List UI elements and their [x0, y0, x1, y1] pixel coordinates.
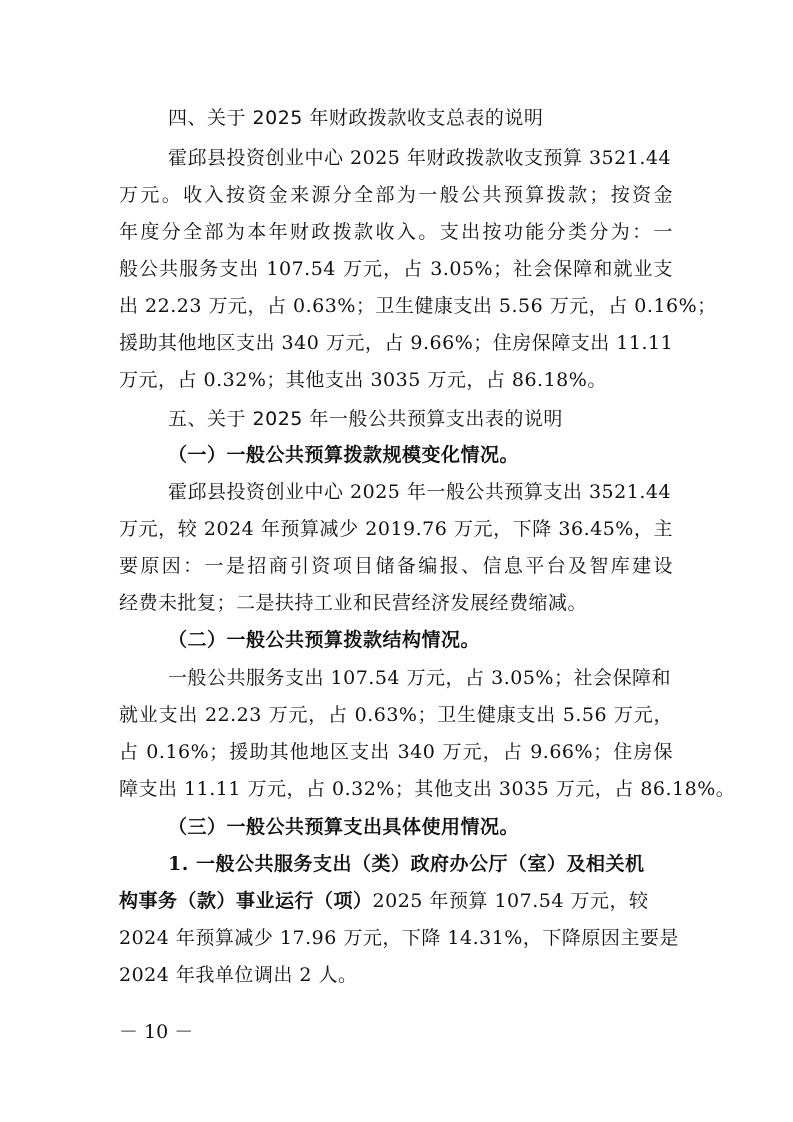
section-5-heading: 五、关于 2025 年一般公共预算支出表的说明 — [168, 408, 563, 430]
section-4-line-6: 援助其他地区支出 340 万元，占 9.66%；住房保障支出 11.11 — [119, 332, 674, 354]
section-4-line-3: 年度分全部为本年财政拨款收入。支出按功能分类分为：一 — [119, 221, 673, 243]
section-5-sub-1-line-3: 要原因：一是招商引资项目储备编报、信息平台及智库建设 — [119, 555, 673, 577]
section-5-sub-3-heading: （三）一般公共预算支出具体使用情况。 — [168, 816, 520, 838]
section-5-sub-2-line-4: 障支出 11.11 万元，占 0.32%；其他支出 3035 万元，占 86.18%。 — [119, 778, 736, 800]
section-5-sub-2-heading: （二）一般公共预算拨款结构情况。 — [168, 629, 481, 651]
section-5-sub-1-heading: （一）一般公共预算拨款规模变化情况。 — [168, 444, 520, 466]
item-1-bold-line-2-prefix: 构事务（款）事业运行（项） — [119, 890, 373, 912]
section-5-sub-1-line-4: 经费未批复；二是扶持工业和民营经济发展经费缩减。 — [119, 592, 588, 614]
item-1-line-3: 2024 年预算减少 17.96 万元，下降 14.31%，下降原因主要是 — [119, 927, 679, 949]
item-1-bold-line-1: 1. 一般公共服务支出（类）政府办公厅（室）及相关机 — [168, 853, 645, 875]
section-4-line-1: 霍邱县投资创业中心 2025 年财政拨款收支预算 3521.44 — [168, 147, 672, 169]
item-1-line-2 — [119, 889, 673, 913]
section-5-sub-2-line-3: 占 0.16%；援助其他地区支出 340 万元，占 9.66%；住房保 — [119, 741, 673, 763]
section-4-line-7: 万元，占 0.32%；其他支出 3035 万元，占 86.18%。 — [119, 369, 607, 391]
section-4-heading: 四、关于 2025 年财政拨款收支总表的说明 — [168, 107, 544, 129]
item-1-line-2-rest: 2025 年预算 107.54 万元，较 — [372, 890, 649, 912]
page-number: － 10 － — [119, 1021, 194, 1043]
section-4-line-2: 万元。收入按资金来源分全部为一般公共预算拨款；按资金 — [119, 184, 673, 206]
section-5-sub-1-line-2: 万元，较 2024 年预算减少 2019.76 万元，下降 36.45%，主 — [119, 518, 673, 540]
section-5-sub-1-line-1: 霍邱县投资创业中心 2025 年一般公共预算支出 3521.44 — [168, 481, 672, 503]
section-4-line-5: 出 22.23 万元，占 0.63%；卫生健康支出 5.56 万元，占 0.16%； — [119, 295, 717, 317]
section-5-sub-2-line-2: 就业支出 22.23 万元，占 0.63%；卫生健康支出 5.56 万元， — [119, 704, 673, 726]
section-5-sub-2-line-1: 一般公共服务支出 107.54 万元，占 3.05%；社会保障和 — [168, 667, 671, 689]
item-1-line-4: 2024 年我单位调出 2 人。 — [119, 964, 358, 986]
section-4-line-4: 般公共服务支出 107.54 万元，占 3.05%；社会保障和就业支 — [119, 258, 673, 280]
